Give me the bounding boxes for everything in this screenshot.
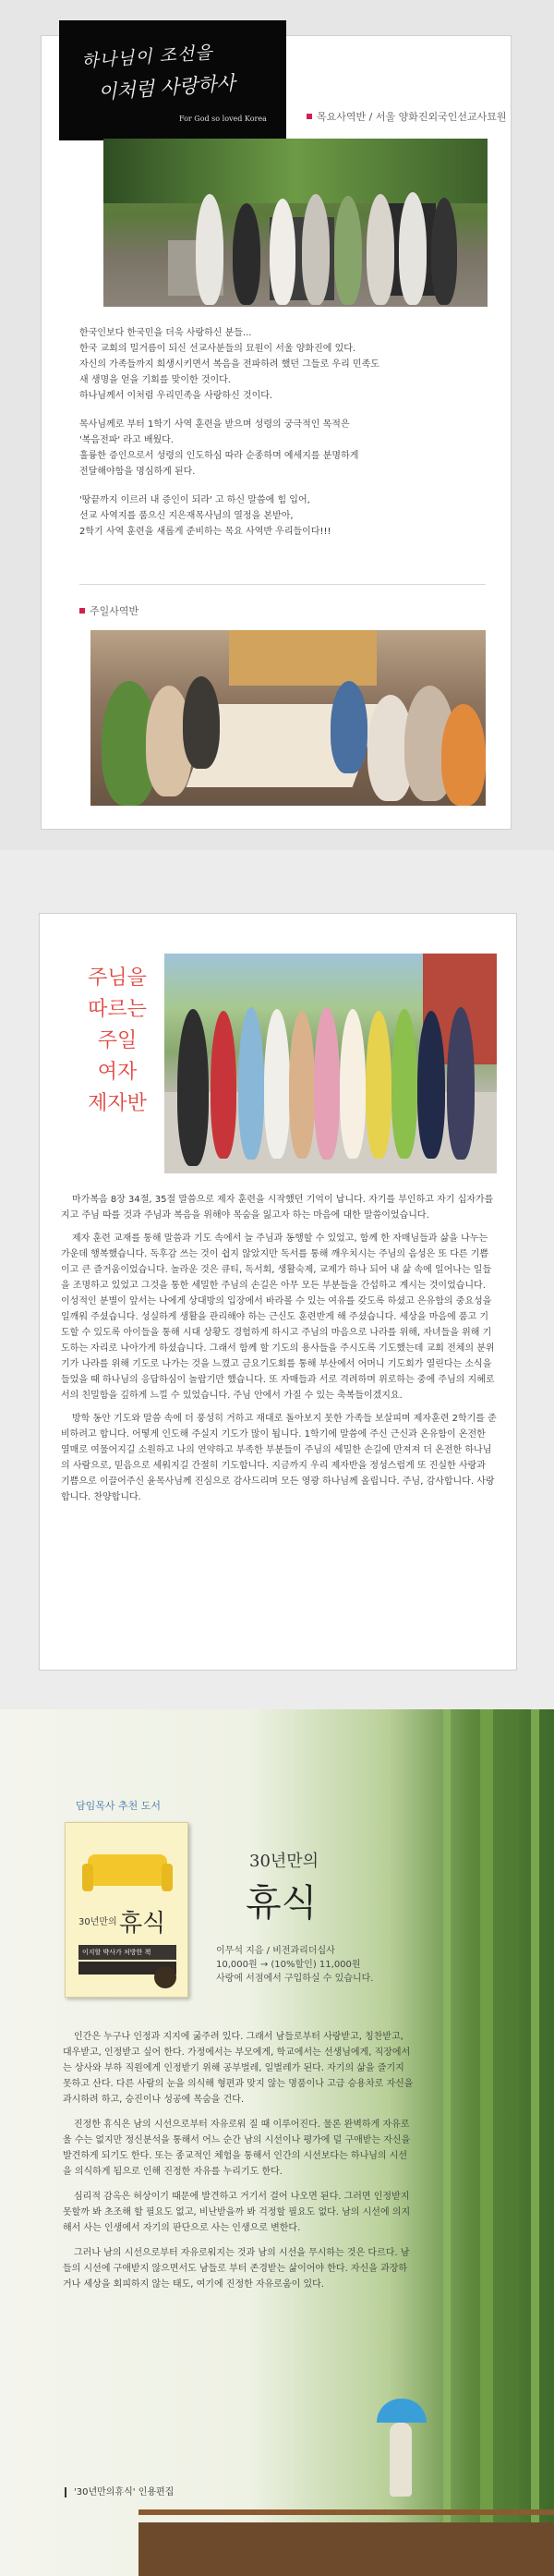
para: 훌륭한 증인으로서 성령의 인도하심 따라 순종하며 예세지를 분명하게	[79, 451, 359, 461]
vertical-title	[74, 963, 161, 1120]
banner-line2: 이처럼 사랑하사	[97, 71, 236, 104]
header-label: 목요사역반 / 서울 양화진외국인선교사묘원	[307, 106, 506, 124]
bullet-icon	[307, 114, 312, 119]
title-line: 주님을	[88, 966, 147, 990]
sofa-icon	[88, 1854, 167, 1886]
section-mokyo	[0, 0, 554, 850]
para: 방학 동안 기도와 말씀 속에 더 풍성히 거하고 재대로 돌아보지 못한 가족들 보살피며 제자훈련 2학기를 준비하려고 합니다. 어떻게 인도해 주실지 기도가 많이 됩니다. 1학기에 말씀에 주신 근신과 온유함이 온전한 열매로 여물어지길 소원하고 나의 연약하고 부족한 부분들이 주님의 세밀한 손길에 만져져 더 온전한 하나님의 사람으로, 믿음으로 세워지길 간절히 기도합니다. 지금까지 우리 제자반을 정성스럽게 또 진실한 사랑과 기쁨으로 이끌어주신 윤목사님께 진심으로 감사드리며 모든 영광 하나님께 올립니다. 주님, 감사합니다. 사랑합니다. 찬양합니다.	[61, 1414, 497, 1502]
title-line: 주일	[97, 1029, 138, 1052]
para: 인간은 누구나 인정과 지지에 굶주려 있다. 그래서 남들로부터 사랑받고, 칭찬받고, 대우받고, 인정받고 싶어 한다. 가정에서는 부모에게, 학교에서는 선생님에게, 직장에서는 상사와 부하 직원에게 인정받기 위해 공부벌레, 일벌레가 된다. 자기의 삶을 즐기지 못하고 산다. 다른 사람의 눈을 의식해 형편과 맞지 않는 명품이나 고급 승용차로 자신을 과시하려 하고, 승진이나 성공에 목숨을 건다.	[63, 2032, 414, 2105]
title-line: 따르는	[88, 998, 147, 1021]
book-cover	[65, 1822, 188, 1998]
photo-cemetery-group	[103, 139, 488, 307]
price-line: 10,000원 → (10%할인) 11,000원	[216, 1960, 361, 1970]
banner-en: For God so loved Korea	[179, 115, 267, 123]
para: 하나님께서 이처럼 우리민족을 사랑하신 것이다.	[79, 391, 273, 401]
photo-disciple-group	[164, 954, 497, 1173]
para: 목사님께로 부터 1학기 사역 훈련을 받으며 성령의 궁극적인 목적은	[79, 419, 350, 430]
title-line: 여자	[97, 1061, 138, 1084]
para: 전달해야함을 명심하게 된다.	[79, 467, 196, 477]
para: 진정한 휴식은 남의 시선으로부터 자유로워 질 때 이루어진다. 물론 완벽하게 자유로울 수는 없지만 정신분석을 통해서 어느 순간 남의 시선이나 평가에 덜 구애받는 자신을 발견하게 되기도 한다. 또는 종교적인 체험을 통해서 인간의 시선보다는 하나님의 시선을 의식하게 됨으로 인해 진정한 자유를 누리기도 한다.	[63, 2120, 411, 2177]
cover-title-small: 30년만의	[78, 1917, 117, 1927]
banner-line1: 하나님이 조선을	[80, 42, 214, 72]
book-title-large: 휴식	[246, 1882, 318, 1925]
para: 심리적 감옥은 허상이기 때문에 발견하고 거기서 걸어 나오면 된다. 그러면 인정받지 못할까 봐 초조해 할 필요도 없고, 비난받을까 봐 걱정할 필요도 없다. 남의 시선에 의지해서 사는 인생에서 자기의 판단으로 사는 인생으로 변한다.	[63, 2192, 411, 2233]
book-text	[63, 2029, 414, 2292]
author-line: 이무석 지음 / 비전과리더십사	[216, 1946, 335, 1956]
para: 자신의 가족들까지 희생시키면서 복음을 전파하려 했던 그들로 우리 민족도	[79, 359, 379, 370]
mokyo-text	[79, 325, 486, 540]
store-line: 사랑에 서점에서 구입하실 수 있습니다.	[216, 1974, 374, 1984]
section-book	[0, 1709, 554, 2576]
divider	[79, 584, 486, 585]
para: 마가복음 8장 34절, 35절 말씀으로 제자 훈련을 시작했던 기억이 납니다. 자기를 부인하고 자기 십자가를 지고 주님 따를 것과 주님과 복음을 위해야 목숨을 잃고자 하는 마음에 대한 말씀이었습니다.	[61, 1195, 494, 1221]
sub-label: 주일사역반	[79, 601, 138, 618]
cover-title-large: 휴식	[119, 1910, 166, 1938]
banner	[59, 20, 286, 140]
cover-badge: 이지할 박사가 처방한 책	[78, 1945, 176, 1960]
source-label: '30년만의휴식' 인용편집	[65, 2484, 174, 2497]
para: 한국 교회의 밀거름이 되신 선교사분들의 묘원이 서울 양화진에 있다.	[79, 344, 356, 354]
para: 한국인보다 한국민을 더욱 사랑하신 분들...	[79, 328, 252, 338]
para: 새 생명을 얻을 기회를 맞이한 것이다.	[79, 375, 231, 385]
umbrella-icon	[377, 2399, 427, 2423]
para: 제자 훈련 교재를 통해 말씀과 기도 속에서 늘 주님과 동행할 수 있었고, 함께 한 자매님들과 삶을 나누는 가운데 행복했습니다. 독후감 쓰는 것이 쉽지 않았지만 독서를 통해 깨우치시는 주님의 음성은 또 다른 기쁨이고 큰 즐거움이었습니다. 놀라운 것은 큐티, 독서회, 생활숙제, 교제가 하나 되어 내 삶 속에 일어나는 일들을 조명하고 있었고 그것을 통한 세밀한 주님의 손길은 아무 모든 부분들을 간섭하고 계시는 것이었습니다. 이성적인 분별이 앞서는 나에게 상대방의 입장에서 바라볼 수 있는 여유를 갖도록 하셨고 은유함의 중요성을 일깨워 주셨습니다. 성실하게 생활을 관리해야 하는 근신도 훈련반게 해 주셨습니다. 세상을 마음에 품고 기도할 수 있도록 아이들을 통해 시대 상황도 경험하게 하시고 주님의 마음으로 나라를 위해, 자녀들을 위해 기도하는 자리로 나아가게 하셨습니다. 그래서 함께 할 기도의 용사들을 주시도록 기도했는데 교회 전체의 분위기가 나라를 위해 기도로 나가는 것을 느꼈고 금요기도회를 통해 부산에서 어머니 기도회가 열린다는 소식을 들었을 때 하나님의 응답하심이 놀랍기만 했습니다. 또 자매들과 서로 격려하며 위로하는 중에 주님의 지혜로서의 친밀함을 깊하게 느낄 수 있었습니다. 주님 안에서 가질 수 있는 축복들이겠지요.	[61, 1233, 495, 1401]
recommend-label: 담임목사 추천 도서	[76, 1800, 162, 1812]
para: '땅끝까지 이르러 내 증인이 되라' 고 하신 말씀에 힘 입어,	[79, 495, 310, 505]
disciple-text	[61, 1192, 497, 1505]
photo-dinner-group	[90, 630, 486, 806]
title-line: 제자반	[88, 1092, 147, 1115]
book-title-small: 30년만의	[249, 1852, 319, 1871]
section-disciple	[0, 850, 554, 1709]
para: '복음전파' 라고 배웠다.	[79, 435, 174, 445]
para: 2학기 사역 훈련을 새롭게 준비하는 목요 사역반 우리들이다!!!	[79, 527, 331, 537]
bullet-icon	[79, 608, 85, 614]
para: 그러나 남의 시선으로부터 자유로워지는 것과 남의 시선을 무시하는 것은 다르다. 남들의 시선에 구애받지 않으면서도 남들로 부터 존경받는 삶이어야 한다. 자신을 과장하거나 세상을 회피하지 않는 태도, 여기에 진정한 자유로움이 있다.	[63, 2248, 410, 2290]
para: 선교 사역지를 품으신 지은재목사님의 열정을 본받아,	[79, 511, 294, 521]
